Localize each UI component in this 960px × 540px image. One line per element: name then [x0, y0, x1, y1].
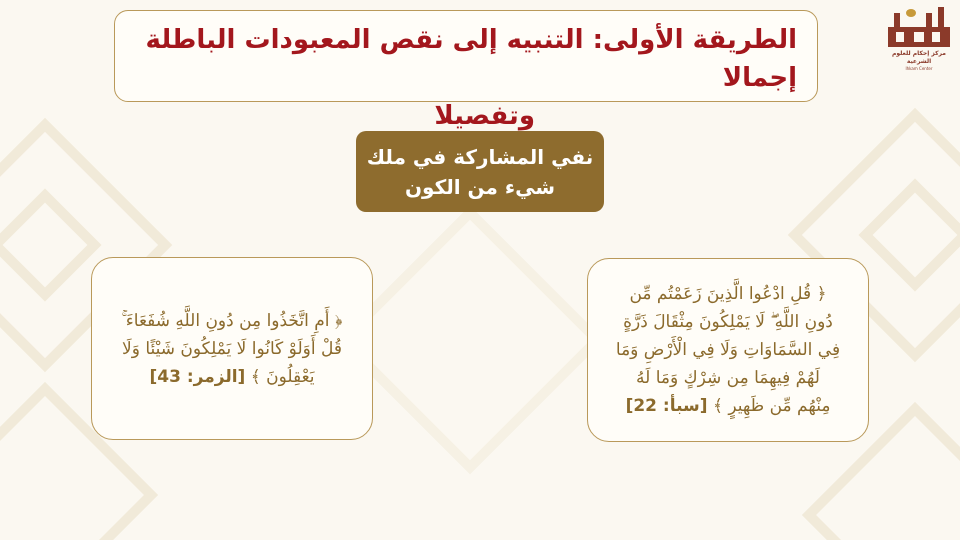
verse-line: فِي السَّمَاوَاتِ وَلَا فِي الْأَرْضِ وَمَا [615, 340, 841, 360]
verse-card-saba [587, 258, 869, 442]
page-title-line-2: وتفصيلا [434, 101, 535, 131]
logo [886, 5, 952, 71]
verse-card-zumar [91, 257, 373, 440]
verse-line-last [604, 392, 852, 420]
page-title-line-1: الطريقة الأولى: التنبيه إلى نقص المعبودات الباطلة إجمالا [145, 25, 797, 93]
verse-line-last [108, 363, 356, 391]
verse-reference: [سبأ: 22] [625, 396, 708, 416]
verse-reference: [الزمر: 43] [149, 366, 246, 387]
section-heading-line-1: نفي المشاركة في ملك [366, 144, 594, 169]
logo-tagline: Ihkam Center [905, 66, 933, 71]
verse-line: دُونِ اللَّهِ ۖ لَا يَمْلِكُونَ مِثْقَالَ ذَرَّةٍ [623, 312, 833, 332]
verse-line: لَهُمْ فِيهِمَا مِن شِرْكٍ وَمَا لَهُ [636, 368, 820, 388]
verse-text: يَعْقِلُونَ ﴾ [250, 366, 315, 387]
verse-text: مِنْهُم مِّن ظَهِيرٍ ﴾ [712, 396, 831, 416]
ihkam-logo-icon [886, 5, 952, 49]
verse-line: قُلْ أَوَلَوْ كَانُوا لَا يَمْلِكُونَ شَيْئًا وَلَا [122, 338, 342, 359]
title-box [114, 10, 818, 131]
logo-subtitle: مركز إحكام للعلوم الشرعية [891, 50, 947, 65]
verse-line: ﴿ أَمِ اتَّخَذُوا مِن دُونِ اللَّهِ شُفَعَاءَ ۚ [121, 310, 343, 331]
section-heading-line-2: شيء من الكون [404, 174, 556, 199]
section-heading [356, 131, 604, 212]
verse-line: ﴿ قُلِ ادْعُوا الَّذِينَ زَعَمْتُم مِّن [629, 284, 827, 304]
